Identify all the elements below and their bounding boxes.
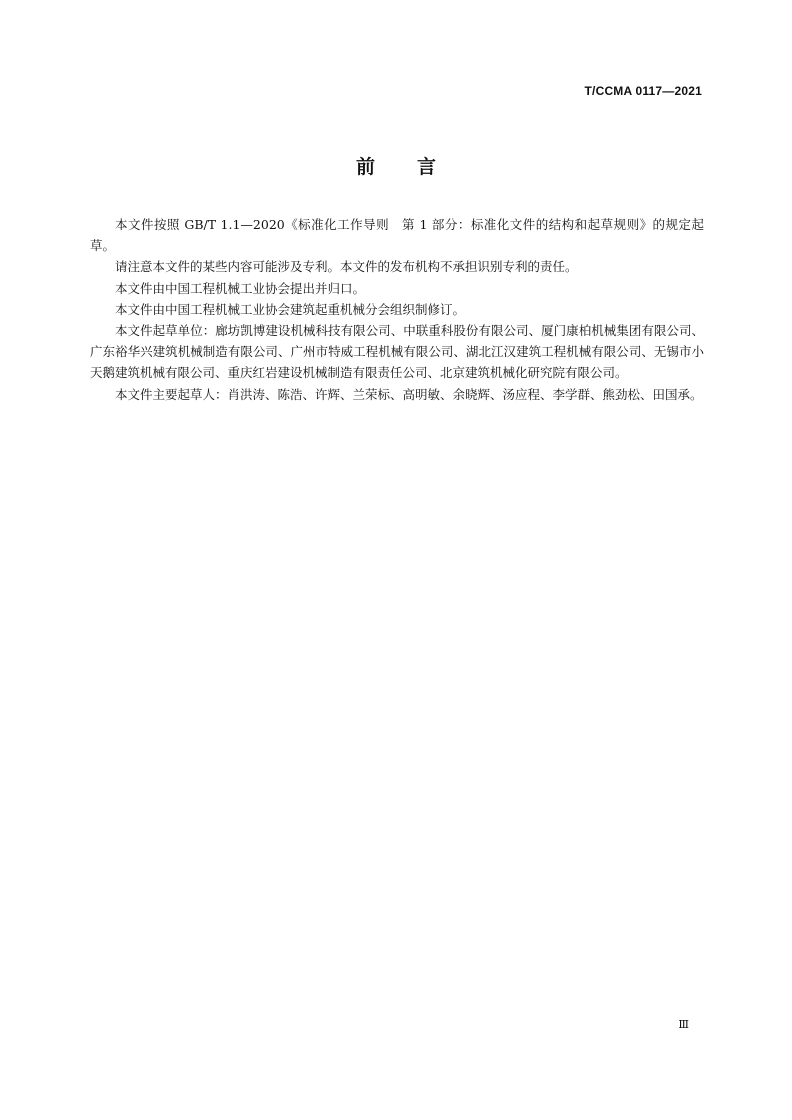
page-number: Ⅲ [678,1018,689,1031]
body-text [90,214,704,405]
paragraph-proposer: 本文件由中国工程机械工业协会提出并归口。 [115,280,366,296]
paragraph-drafting-rules: 本文件按照 GB/T 1.1—2020《标准化工作导则 第 1 部分：标准化文件的结构和起草规则》的规定起草。 [90,217,704,254]
document-code: T/CCMA 0117—2021 [584,84,702,98]
paragraph-drafting-units: 本文件起草单位：廊坊凯博建设机械科技有限公司、中联重科股份有限公司、厦门康柏机械集团有限公司、广东裕华兴建筑机械制造有限公司、广州市特威工程机械有限公司、湖北江汉建筑工程机械有限公司、无锡市小天鹅建筑机械有限公司、重庆红岩建设机械制造有限责任公司、北京建筑机械化研究院有限公司。 [90,323,704,381]
paragraph-patent-notice: 请注意本文件的某些内容可能涉及专利。本文件的发布机构不承担识别专利的责任。 [115,259,578,275]
paragraph-drafters: 本文件主要起草人：肖洪涛、陈浩、许辉、兰荣标、高明敏、余晓辉、汤应程、李学群、熊劲松、田国承。 [115,386,703,402]
paragraph-organizer: 本文件由中国工程机械工业协会建筑起重机械分会组织制修订。 [115,301,466,317]
page-title: 前言 [355,156,478,178]
